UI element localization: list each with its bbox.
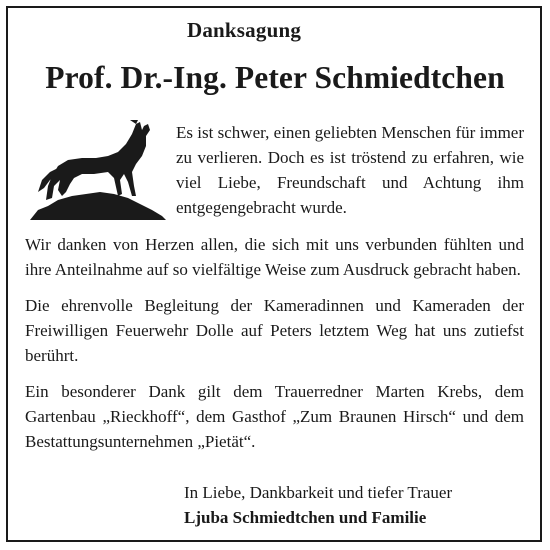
special-thanks-paragraph: Ein besonderer Dank gilt dem Trauerredner Marten Krebs, dem Gartenbau „Rieckhoff“, dem Gasthof „Zum Braunen Hirsch“ und dem Bestattungsunternehmen „Pietät“.: [25, 382, 524, 451]
notice-heading: Danksagung: [186, 18, 302, 42]
closing-line: In Liebe, Dankbarkeit und tiefer Trauer: [184, 483, 453, 502]
howling-wolf-icon: [24, 120, 170, 222]
deceased-name: Prof. Dr.-Ing. Peter Schmiedtchen: [45, 60, 505, 95]
fire-brigade-paragraph: Die ehrenvolle Begleitung der Kameradinnen und Kameraden der Freiwilligen Feuerwehr Dolle auf Peters letztem Weg hat uns zutiefst berührt.: [25, 296, 524, 365]
signature: Ljuba Schmiedtchen und Familie: [184, 508, 427, 527]
intro-paragraph: Es ist schwer, einen geliebten Menschen für immer zu verlieren. Doch es ist tröstend zu erfahren, wie viel Liebe, Freundschaft und Achtung ihm entgegengebracht wurde.: [176, 123, 524, 217]
thanks-paragraph: Wir danken von Herzen allen, die sich mit uns verbunden fühlten und ihre Anteilnahme auf so vielfältige Weise zum Ausdruck gebracht haben.: [25, 235, 524, 279]
